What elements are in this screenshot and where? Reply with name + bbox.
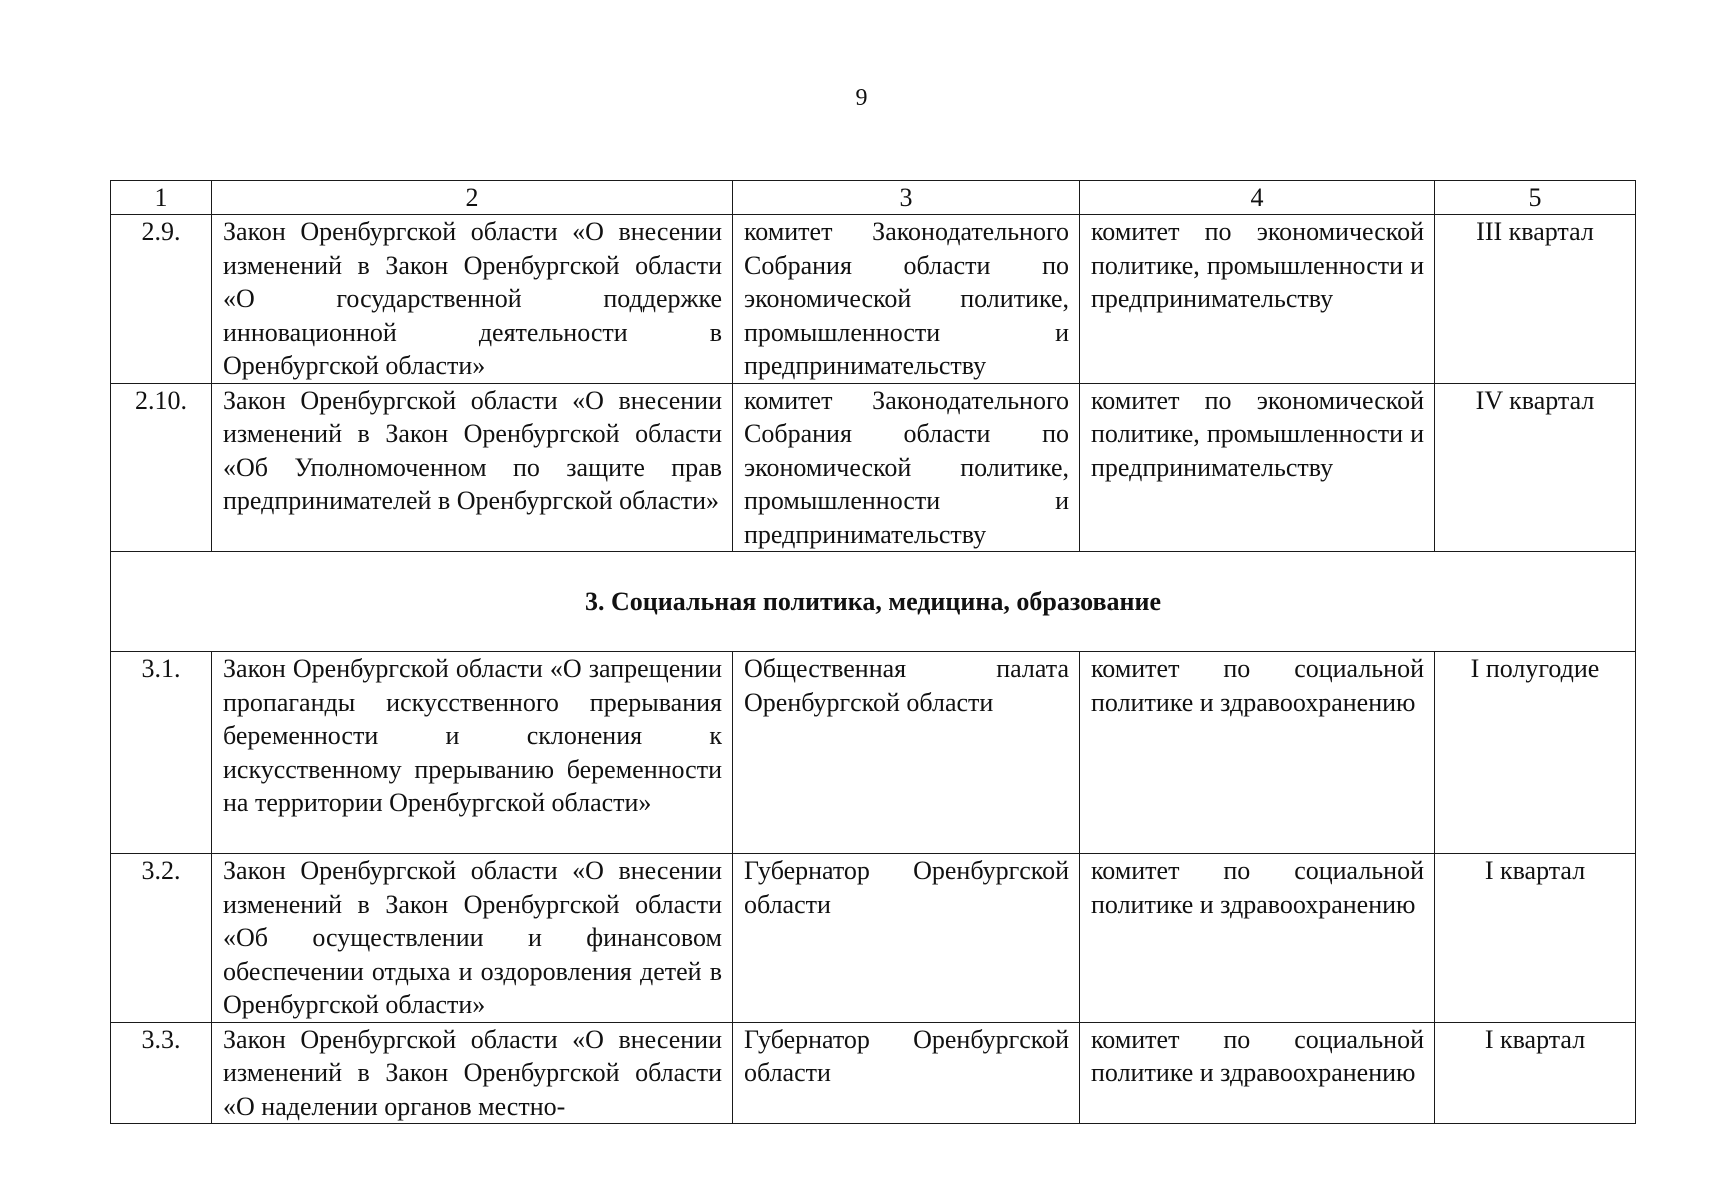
initiator: Губернатор Оренбургской области: [733, 854, 1080, 1023]
initiator: комитет Законодательного Собрания области по экономической политике, промышленности и предпринимательству: [733, 383, 1080, 552]
section-title: 3. Социальная политика, медицина, образование: [111, 552, 1636, 652]
responsible-committee: комитет по социальной политике и здравоохранению: [1080, 1022, 1435, 1124]
law-title: Закон Оренбургской области «О внесении изменений в Закон Оренбургской области «Об осуществлении и финансовом обеспечении отдыха и оздоровления детей в Оренбургской области»: [212, 854, 733, 1023]
table-row: [111, 854, 1636, 1023]
page-number: 9: [855, 85, 868, 111]
initiator: Общественная палата Оренбургской области: [733, 652, 1080, 854]
column-header: 5: [1435, 181, 1636, 215]
period: I полугодие: [1435, 652, 1636, 854]
responsible-committee: комитет по социальной политике и здравоохранению: [1080, 652, 1435, 854]
law-title: Закон Оренбургской области «О внесении изменений в Закон Оренбургской области «О наделении органов местно-: [212, 1022, 733, 1124]
legislative-plan-table: [110, 180, 1636, 1124]
item-number: 3.1.: [111, 652, 212, 854]
period: III квартал: [1435, 215, 1636, 384]
table-row: [111, 215, 1636, 384]
column-number-row: [111, 181, 1636, 215]
item-number: 3.3.: [111, 1022, 212, 1124]
law-title: Закон Оренбургской области «О внесении изменений в Закон Оренбургской области «Об Уполномоченном по защите прав предпринимателей в Оренбургской области»: [212, 383, 733, 552]
law-title: Закон Оренбургской области «О запрещении пропаганды искусственного прерывания беременности и склонения к искусственному прерыванию беременности на территории Оренбургской области»: [212, 652, 733, 854]
item-number: 2.9.: [111, 215, 212, 384]
responsible-committee: комитет по экономической политике, промышленности и предпринимательству: [1080, 215, 1435, 384]
initiator: Губернатор Оренбургской области: [733, 1022, 1080, 1124]
period: IV квартал: [1435, 383, 1636, 552]
item-number: 3.2.: [111, 854, 212, 1023]
table-row: [111, 383, 1636, 552]
law-title: Закон Оренбургской области «О внесении изменений в Закон Оренбургской области «О государственной поддержке инновационной деятельности в Оренбургской области»: [212, 215, 733, 384]
period: I квартал: [1435, 854, 1636, 1023]
initiator: комитет Законодательного Собрания области по экономической политике, промышленности и предпринимательству: [733, 215, 1080, 384]
responsible-committee: комитет по социальной политике и здравоохранению: [1080, 854, 1435, 1023]
table-row: [111, 1022, 1636, 1124]
item-number: 2.10.: [111, 383, 212, 552]
table-row: [111, 652, 1636, 854]
column-header: 2: [212, 181, 733, 215]
section-heading-row: [111, 552, 1636, 652]
period: I квартал: [1435, 1022, 1636, 1124]
responsible-committee: комитет по экономической политике, промышленности и предпринимательству: [1080, 383, 1435, 552]
column-header: 4: [1080, 181, 1435, 215]
column-header: 3: [733, 181, 1080, 215]
column-header: 1: [111, 181, 212, 215]
